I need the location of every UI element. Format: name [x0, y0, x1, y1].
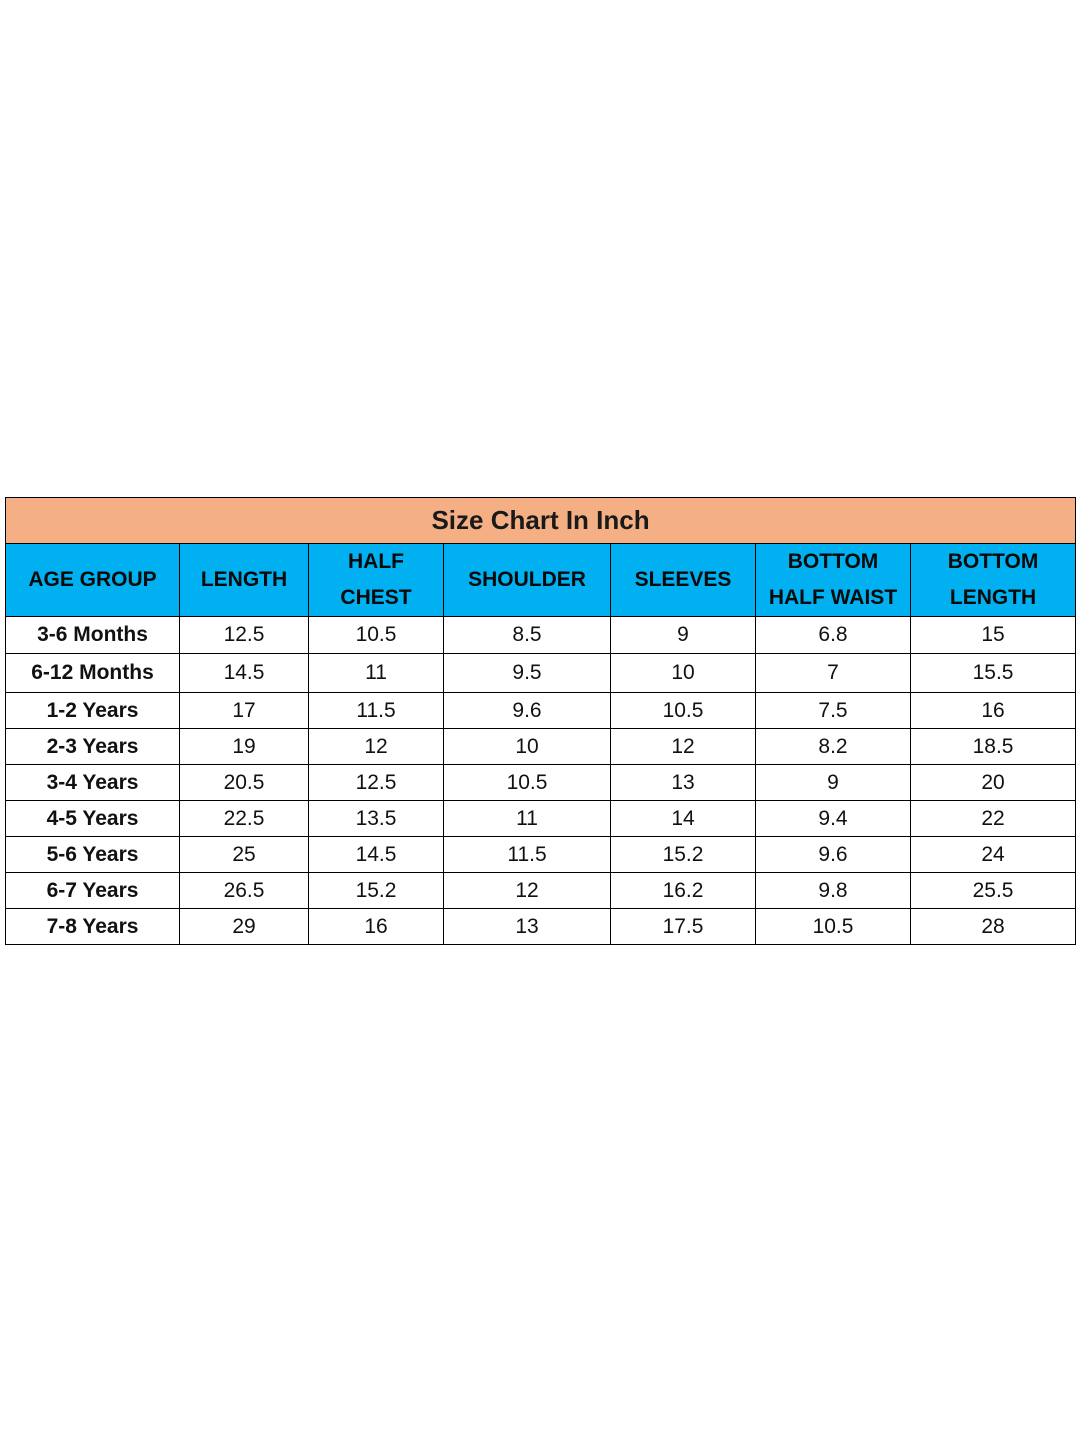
column-header-label: SHOULDER [468, 568, 586, 591]
age-group-cell: 2-3 Years [6, 729, 180, 765]
measurement-cell: 20 [911, 765, 1076, 801]
measurement-cell: 22.5 [180, 801, 309, 837]
size-chart-sheet [5, 497, 1075, 945]
table-row [6, 617, 1076, 654]
size-chart-table [5, 497, 1076, 945]
measurement-cell: 15.5 [911, 654, 1076, 693]
measurement-cell: 13 [611, 765, 756, 801]
table-row [6, 693, 1076, 729]
measurement-cell: 11.5 [309, 693, 444, 729]
column-header [911, 544, 1076, 617]
measurement-cell: 9 [611, 617, 756, 654]
measurement-cell: 12.5 [309, 765, 444, 801]
measurement-cell: 11 [444, 801, 611, 837]
column-header [180, 544, 309, 617]
column-header-label: AGE GROUP [28, 568, 157, 591]
measurement-cell: 12 [444, 873, 611, 909]
column-header-label: LENGTH [200, 568, 288, 591]
measurement-cell: 14.5 [309, 837, 444, 873]
column-header [309, 544, 444, 617]
measurement-cell: 20.5 [180, 765, 309, 801]
table-body [6, 617, 1076, 945]
column-header [6, 544, 180, 617]
measurement-cell: 10 [611, 654, 756, 693]
measurement-cell: 10.5 [444, 765, 611, 801]
column-header-label: BOTTOM [787, 550, 879, 573]
measurement-cell: 13.5 [309, 801, 444, 837]
measurement-cell: 15.2 [611, 837, 756, 873]
table-row [6, 765, 1076, 801]
measurement-cell: 10.5 [756, 909, 911, 945]
column-header [611, 544, 756, 617]
measurement-cell: 8.2 [756, 729, 911, 765]
measurement-cell: 7.5 [756, 693, 911, 729]
column-header-row [6, 544, 1076, 617]
measurement-cell: 8.5 [444, 617, 611, 654]
column-header [444, 544, 611, 617]
age-group-cell: 1-2 Years [6, 693, 180, 729]
column-header-label: HALF [348, 550, 404, 573]
measurement-cell: 15.2 [309, 873, 444, 909]
measurement-cell: 24 [911, 837, 1076, 873]
age-group-cell: 7-8 Years [6, 909, 180, 945]
measurement-cell: 19 [180, 729, 309, 765]
measurement-cell: 16 [911, 693, 1076, 729]
measurement-cell: 14.5 [180, 654, 309, 693]
measurement-cell: 14 [611, 801, 756, 837]
age-group-cell: 6-7 Years [6, 873, 180, 909]
measurement-cell: 16 [309, 909, 444, 945]
measurement-cell: 11 [309, 654, 444, 693]
age-group-cell: 3-4 Years [6, 765, 180, 801]
measurement-cell: 10.5 [309, 617, 444, 654]
measurement-cell: 9.6 [444, 693, 611, 729]
measurement-cell: 18.5 [911, 729, 1076, 765]
measurement-cell: 15 [911, 617, 1076, 654]
measurement-cell: 12.5 [180, 617, 309, 654]
measurement-cell: 12 [611, 729, 756, 765]
measurement-cell: 25 [180, 837, 309, 873]
measurement-cell: 25.5 [911, 873, 1076, 909]
measurement-cell: 29 [180, 909, 309, 945]
column-header-label: HALF WAIST [768, 586, 898, 609]
measurement-cell: 10 [444, 729, 611, 765]
column-header-label: LENGTH [949, 586, 1037, 609]
measurement-cell: 11.5 [444, 837, 611, 873]
age-group-cell: 3-6 Months [6, 617, 180, 654]
age-group-cell: 4-5 Years [6, 801, 180, 837]
measurement-cell: 9 [756, 765, 911, 801]
measurement-cell: 9.4 [756, 801, 911, 837]
measurement-cell: 9.6 [756, 837, 911, 873]
measurement-cell: 13 [444, 909, 611, 945]
title-row [6, 498, 1076, 544]
column-header-label: BOTTOM [947, 550, 1039, 573]
table-row [6, 801, 1076, 837]
measurement-cell: 7 [756, 654, 911, 693]
age-group-cell: 5-6 Years [6, 837, 180, 873]
measurement-cell: 17.5 [611, 909, 756, 945]
measurement-cell: 12 [309, 729, 444, 765]
table-row [6, 837, 1076, 873]
measurement-cell: 17 [180, 693, 309, 729]
column-header-label: SLEEVES [634, 568, 732, 591]
table-row [6, 873, 1076, 909]
column-header [756, 544, 911, 617]
measurement-cell: 6.8 [756, 617, 911, 654]
table-row [6, 909, 1076, 945]
measurement-cell: 16.2 [611, 873, 756, 909]
measurement-cell: 28 [911, 909, 1076, 945]
column-header-label: CHEST [340, 586, 412, 609]
measurement-cell: 26.5 [180, 873, 309, 909]
measurement-cell: 9.8 [756, 873, 911, 909]
age-group-cell: 6-12 Months [6, 654, 180, 693]
table-row [6, 729, 1076, 765]
measurement-cell: 22 [911, 801, 1076, 837]
table-row [6, 654, 1076, 693]
measurement-cell: 10.5 [611, 693, 756, 729]
measurement-cell: 9.5 [444, 654, 611, 693]
chart-title: Size Chart In Inch [6, 498, 1076, 544]
